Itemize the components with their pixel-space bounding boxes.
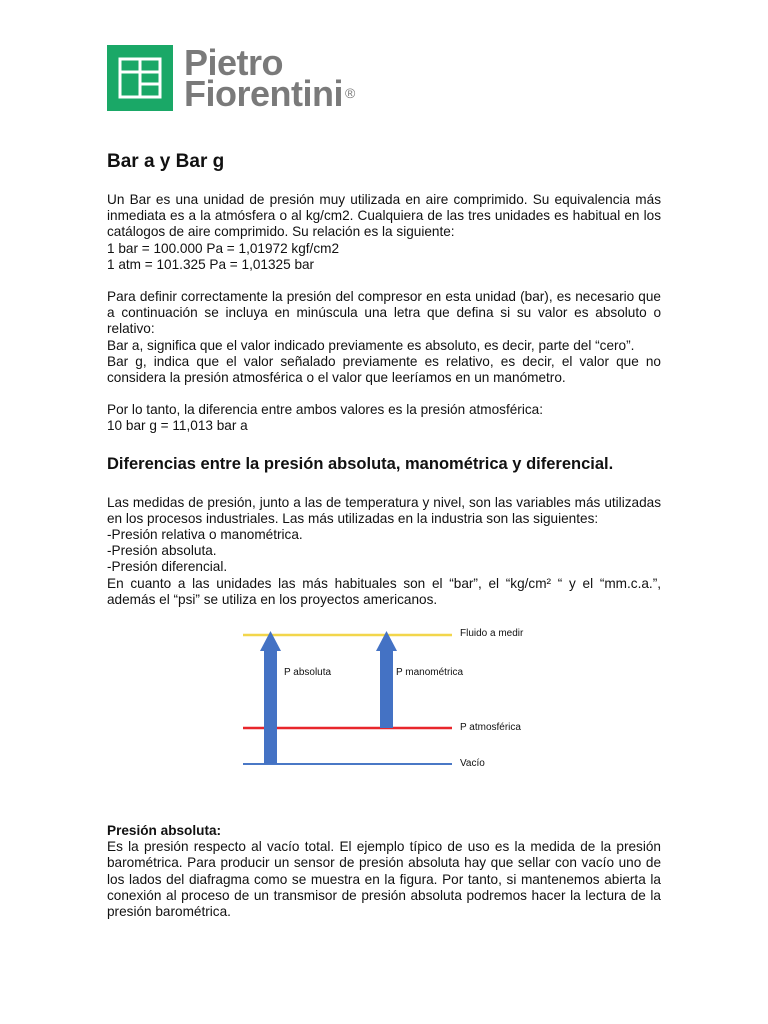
section2-para2: En cuanto a las unidades las más habituales son el “bar”, el “kg/cm² “ y el “mm.c.a.”, además el “psi” se utiliza en los proyectos americanos. bbox=[107, 575, 661, 607]
label-p-absoluta: P absoluta bbox=[284, 667, 332, 679]
pressure-diagram bbox=[107, 620, 661, 795]
section1-para1: Un Bar es una unidad de presión muy utilizada en aire comprimido. Su equivalencia más inmediata es a la atmósfera o al kg/cm2. Cualquiera de las tres unidades es habitual en los catálogos de aire comprimido. Su relación es la siguiente: bbox=[107, 192, 661, 240]
section1-para3: Por lo tanto, la diferencia entre ambos valores es la presión atmosférica: bbox=[107, 402, 543, 418]
label-p-atmosferica: P atmosférica bbox=[460, 722, 521, 734]
section3-para: Es la presión respecto al vacío total. El ejemplo típico de uso es la medida de la presión barométrica. Para producir un sensor de presión absoluta hay que sellar con vacío uno de los lados del diafragma como se muestra en la figura. Por tanto, si mantenemos abierta la conexión al proceso de un transmisor de presión absoluta podremos hacer la lectura de la presión barométrica. bbox=[107, 839, 661, 920]
label-p-manometrica: P manométrica bbox=[396, 667, 464, 679]
label-fluido: Fluido a medir bbox=[460, 628, 524, 640]
section1-title: Bar a y Bar g bbox=[107, 151, 225, 172]
section1-bar-a: Bar a, significa que el valor indicado previamente es absoluto, es decir, parte del “cero”. bbox=[107, 337, 635, 353]
section2-item: -Presión relativa o manométrica. bbox=[107, 527, 303, 543]
section2-item: -Presión diferencial. bbox=[107, 559, 228, 575]
brand-line2: Fiorentini bbox=[184, 73, 343, 114]
section1-eq1: 1 bar = 100.000 Pa = 1,01972 kgf/cm2 bbox=[107, 240, 340, 256]
section1-eq3: 10 bar g = 11,013 bar a bbox=[107, 418, 248, 434]
section2-title: Diferencias entre la presión absoluta, manométrica y diferencial. bbox=[107, 454, 614, 473]
logo-mark-icon bbox=[107, 45, 173, 111]
section3-title: Presión absoluta: bbox=[107, 823, 222, 839]
section2-item: -Presión absoluta. bbox=[107, 543, 217, 559]
section2-para1: Las medidas de presión, junto a las de temperatura y nivel, son las variables más utilizadas en los procesos industriales. Las más utilizadas en la industria son las siguientes: bbox=[107, 494, 661, 526]
brand-line1: Pietro bbox=[184, 42, 284, 83]
document-body bbox=[107, 150, 661, 920]
section1-bar-g: Bar g, indica que el valor señalado previamente es relativo, es decir, el valor que no considera la presión atmosférica o el valor que leeríamos en un manómetro. bbox=[107, 353, 661, 386]
arrow-absoluta-icon bbox=[260, 631, 281, 764]
arrow-manometrica-icon bbox=[376, 631, 397, 728]
brand-name bbox=[184, 42, 355, 114]
section1-eq2: 1 atm = 101.325 Pa = 1,01325 bar bbox=[107, 256, 315, 272]
label-vacio: Vacío bbox=[460, 758, 485, 770]
brand-logo bbox=[107, 42, 355, 114]
brand-reg: ® bbox=[345, 85, 355, 101]
section1-para2: Para definir correctamente la presión del compresor en esta unidad (bar), es necesario que a continuación se incluya en minúscula una letra que defina si su valor es absoluto o relativo: bbox=[107, 289, 661, 337]
